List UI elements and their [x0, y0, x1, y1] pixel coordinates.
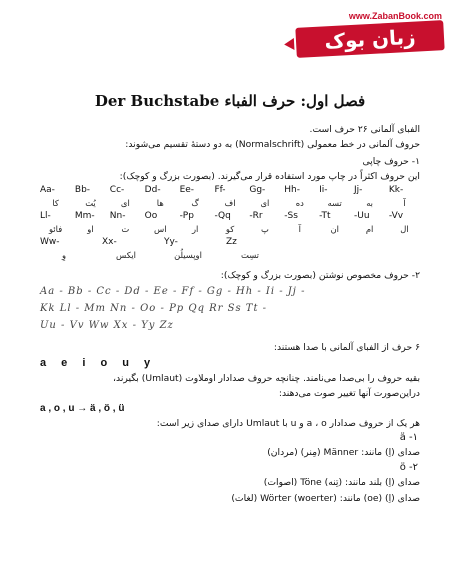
- alphabet-row-3: [40, 236, 420, 249]
- alphabet-row-2: [40, 210, 420, 223]
- script-line-3: Uu - Vv Ww Xx - Yy Zz: [40, 320, 174, 331]
- pronunciation: ایکس: [116, 250, 136, 260]
- pronunciation: ای: [260, 198, 270, 208]
- letter: -Rr: [249, 211, 263, 221]
- logo-text: زبان بوک: [323, 24, 417, 54]
- pronunciation: کو: [225, 224, 235, 234]
- letter: Zz: [226, 237, 237, 247]
- pronunciation: ار: [191, 224, 199, 234]
- umlaut-1-example: صدای (اِ) مانند: Männer (مِنر) (مردان): [267, 447, 420, 458]
- letter: Ll-: [40, 211, 51, 221]
- umlaut-3-example: صدای (اِ) (oe) مانند: Wörter (woerter) (لغات): [231, 493, 420, 504]
- script-line-2: Kk Ll - Mm Nn - Oo - Pp Qq Rr Ss Tt -: [40, 303, 268, 314]
- document-page: [40, 92, 420, 507]
- vowels-note-1: بقیه حروف را بی‌صدا می‌نامند. چنانچه حروف صدادار اوملاوت (Umlaut) بگیرند،: [113, 373, 420, 384]
- letter: -Qq: [214, 211, 231, 221]
- letter: Yy-: [164, 237, 178, 247]
- pronunciation: او: [87, 224, 94, 234]
- letter: Ff-: [214, 185, 226, 195]
- letter: -Pp: [179, 211, 194, 221]
- pronunciation: یُت: [85, 198, 96, 208]
- section1-desc: این حروف اکثراً در چاپ مورد استفاده قرار می‌گیرند. (بصورت بزرگ و کوچک):: [119, 171, 420, 182]
- pronunciation: ال: [400, 224, 409, 234]
- letter: Aa-: [40, 185, 55, 195]
- pronunciation: گ: [191, 198, 199, 208]
- pronunciation-row-1: [40, 197, 420, 210]
- pronunciation: ده: [295, 198, 304, 208]
- letter: Bb-: [74, 185, 91, 195]
- pronunciation: کا: [52, 198, 59, 208]
- umlaut-line: هر یک از حروف صدادار a ، o و u با Umlaut دارای صدای زیر است:: [156, 418, 420, 429]
- umlaut-2-example: صدای (اِ) بلند مانند: (تِنه) Töne (اصوات): [263, 477, 420, 488]
- umlaut-1-label: ä -۱: [399, 432, 418, 443]
- letter: Xx-: [102, 237, 117, 247]
- pronunciation: ام: [365, 224, 374, 234]
- letter: Mm-: [74, 211, 95, 221]
- pronunciation: ان: [330, 224, 339, 234]
- intro-line-1: الفبای آلمانی ۲۶ حرف است.: [309, 124, 420, 135]
- logo-arrow-icon: [284, 38, 295, 51]
- intro-line-2: حروف آلمانی در خط معمولی (Normalschrift) به دو دستهٔ تقسیم می‌شوند:: [125, 139, 420, 150]
- pronunciation: وِ: [61, 250, 67, 260]
- brand-logo: [295, 20, 444, 58]
- pronunciation: آ: [298, 224, 301, 234]
- umlaut-2-label: ö -۲: [399, 462, 418, 473]
- letter: Nn-: [109, 211, 126, 221]
- chapter-title: فصل اول: حرف الفباء Der Buchstabe: [94, 92, 366, 110]
- letter: Hh-: [284, 185, 300, 195]
- letter: Cc-: [109, 185, 125, 195]
- letter: Kk-: [388, 185, 404, 195]
- pronunciation-row-3: [40, 249, 420, 262]
- pronunciation: تسِت: [240, 250, 260, 260]
- letter: -Uu: [354, 211, 370, 221]
- pronunciation: تسه: [327, 198, 342, 208]
- vowels-note-2: دراین‌صورت آنها تغییر صوت می‌دهند:: [278, 388, 420, 399]
- section2-heading: ۲- حروف مخصوص نوشتن (بصورت بزرگ و کوچک):: [220, 270, 420, 281]
- letter: Dd-: [144, 185, 161, 195]
- umlaut-formula: a , o , u → ä , ö , ü: [40, 403, 125, 414]
- letter: Ww-: [40, 237, 60, 247]
- pronunciation: اف: [224, 198, 236, 208]
- letter: -Vv: [388, 211, 404, 221]
- letter: -Ss: [284, 211, 298, 221]
- letter: Gg-: [249, 185, 266, 195]
- pronunciation: اوپسیلُن: [174, 250, 202, 260]
- pronunciation-row-2: [40, 223, 420, 236]
- pronunciation: فائو: [48, 224, 63, 234]
- pronunciation: اس: [153, 224, 167, 234]
- vowels-desc: ۶ حرف از الفبای آلمانی با صدا هستند:: [273, 342, 420, 353]
- script-line-1: Aa - Bb - Cc - Dd - Ee - Ff - Gg - Hh - Ii - Jj -: [40, 286, 306, 297]
- letter: Ii-: [319, 185, 328, 195]
- letter: Ee-: [179, 185, 195, 195]
- pronunciation: ای: [120, 198, 130, 208]
- section1-heading: ۱- حروف چاپی: [362, 156, 420, 167]
- pronunciation: ت: [121, 224, 130, 234]
- pronunciation: آ: [403, 198, 406, 208]
- letter: Oo: [144, 211, 158, 221]
- alphabet-row-1: [40, 184, 420, 197]
- pronunciation: ها: [156, 198, 164, 208]
- letter: Jj-: [354, 185, 363, 195]
- pronunciation: به: [366, 198, 374, 208]
- letter: -Tt: [319, 211, 331, 221]
- vowel-letters: a e i o u y: [40, 357, 157, 369]
- pronunciation: پ: [260, 224, 269, 234]
- site-url: www.ZabanBook.com: [348, 11, 442, 21]
